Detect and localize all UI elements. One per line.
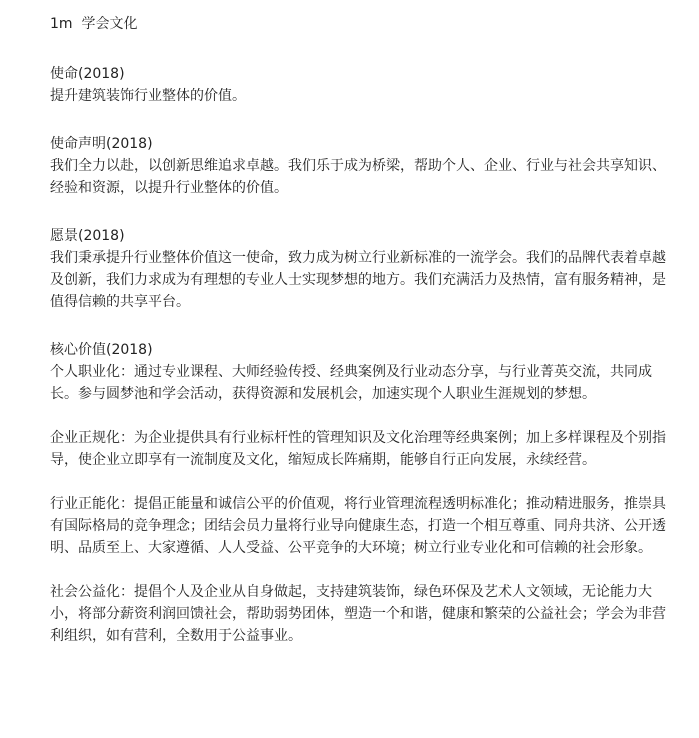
section-heading: 使命(2018) — [50, 66, 125, 82]
paragraph: 我们秉承提升行业整体价值这一使命，致力成为树立行业新标准的一流学会。我们的品牌代表着卓越及创新，我们力求成为有理想的专业人士实现梦想的地方。我们充满活力及热情，富有服务精神，是值得信赖的共享平台。 — [50, 250, 666, 310]
document-title: 1m 学会文化 — [50, 16, 138, 32]
paragraph-enterprise-standardization: 企业正规化：为企业提供具有行业标杆性的管理知识及文化治理等经典案例；加上多样课程及个别指导，使企业立即享有一流制度及文化，缩短成长阵痛期，能够自行正向发展，永续经营。 — [50, 430, 666, 468]
section-mission-statement — [50, 133, 675, 199]
document-body — [50, 12, 675, 673]
section-core-values — [50, 339, 675, 647]
paragraph-individual-professionalization: 个人职业化：通过专业课程、大师经验传授、经典案例及行业动态分享，与行业菁英交流，共同成长。参与圆梦池和学会活动，获得资源和发展机会，加速实现个人职业生涯规划的梦想。 — [50, 364, 652, 402]
paragraph-industry-positive-energy: 行业正能化：提倡正能量和诚信公平的价值观，将行业管理流程透明标准化；推动精进服务，推崇具有国际格局的竞争理念；团结会员力量将行业导向健康生态，打造一个相互尊重、同舟共济、公开透明、品质至上、大家遵循、人人受益、公平竞争的大环境；树立行业专业化和可信赖的社会形象。 — [50, 496, 666, 556]
section-mission — [50, 63, 675, 107]
paragraph: 我们全力以赴，以创新思维追求卓越。我们乐于成为桥梁，帮助个人、企业、行业与社会共享知识、经验和资源，以提升行业整体的价值。 — [50, 158, 666, 196]
section-heading: 愿景(2018) — [50, 228, 125, 244]
section-vision — [50, 225, 675, 313]
paragraph: 提升建筑装饰行业整体的价值。 — [50, 88, 246, 104]
section-heading: 核心价值(2018) — [50, 342, 153, 358]
paragraph-social-welfare: 社会公益化：提倡个人及企业从自身做起，支持建筑装饰，绿色环保及艺术人文领域，无论能力大小，将部分薪资利润回馈社会，帮助弱势团体，塑造一个和谐，健康和繁荣的公益社会；学会为非营利组织，如有营利，全数用于公益事业。 — [50, 584, 666, 644]
section-heading: 使命声明(2018) — [50, 136, 153, 152]
